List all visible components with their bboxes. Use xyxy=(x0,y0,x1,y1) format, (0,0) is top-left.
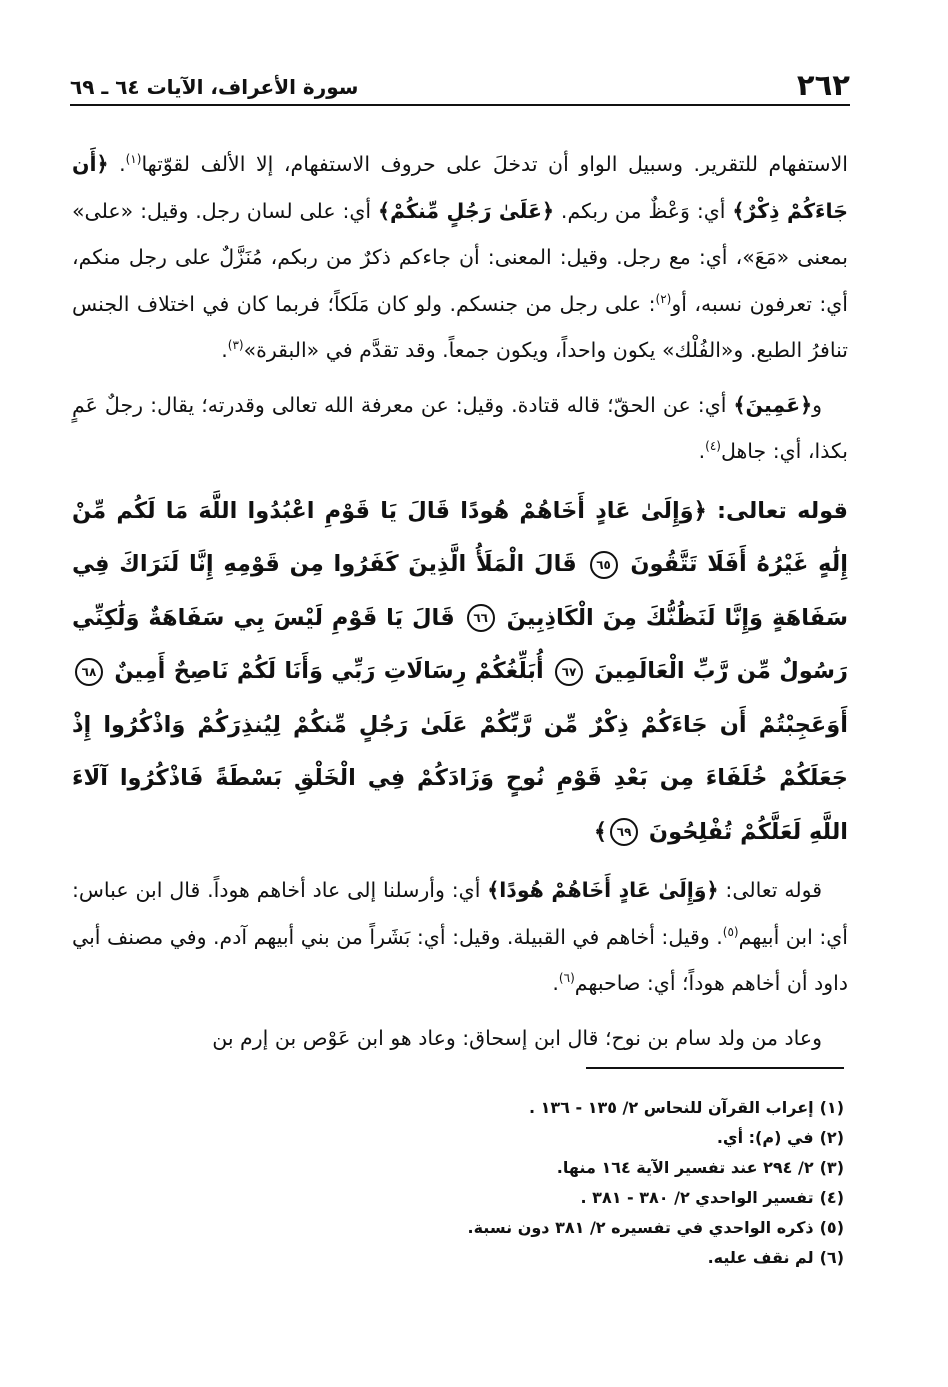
text-run: أي: وَعْظٌ من ربكم. xyxy=(554,198,733,223)
quran-quote: ﴿وَإِلَىٰ عَادٍ أَخَاهُمْ هُودًا﴾ xyxy=(487,878,719,902)
footnote-text: تفسير الواحدي ٢/ ٣٨٠ - ٣٨١ . xyxy=(580,1188,814,1207)
footnote-number: (١) xyxy=(819,1098,844,1117)
footnote xyxy=(164,1243,844,1273)
text-run: وعاد من ولد سام بن نوح؛ قال ابن إسحاق: وعاد هو ابن عَوْص بن إرم بن xyxy=(212,1025,822,1050)
quran-quote: ﴿عَلَىٰ رَجُلٍ مِّنكُمْ﴾ xyxy=(377,198,555,223)
footnote-number: (٢) xyxy=(819,1128,844,1147)
footnote-text: ٢/ ٢٩٤ عند تفسير الآية ١٦٤ منها. xyxy=(556,1158,814,1177)
footnote-divider xyxy=(586,1067,844,1069)
text-run: . xyxy=(108,152,126,176)
text-run: و xyxy=(812,392,822,417)
running-header xyxy=(70,62,850,106)
verse-65: وَإِلَىٰ عَادٍ أَخَاهُمْ هُودًا قَالَ يَا قَوْمِ اعْبُدُوا اللَّهَ مَا لَكُم مِّنْ إِلَٰهٍ غَيْرُهُ أَفَلَا تَتَّقُونَ xyxy=(72,497,848,577)
text-run: . xyxy=(552,971,559,995)
paragraph-aad xyxy=(72,1015,848,1062)
ornate-bracket-close: ﴾ xyxy=(593,818,608,845)
text-run: . xyxy=(698,439,706,463)
footnote-ref: (١) xyxy=(125,152,142,167)
text-run: : على رجل من جنسكم. ولو كان مَلَكاً؛ فربما كان في اختلاف الجنس تنافرُ الطبع. و«الفُلْك» يكون واحداً، ويكون جمعاً. وقد تقدَّم في «البقرة» xyxy=(72,291,848,362)
verse-66: قَالَ الْمَلَأُ الَّذِينَ كَفَرُوا مِن قَوْمِهِ إِنَّا لَنَرَاكَ فِي سَفَاهَةٍ وَإِنَّا لَنَظُنُّكَ مِنَ الْكَاذِبِينَ xyxy=(72,551,848,631)
paragraph-amin xyxy=(72,382,848,475)
verse-69: أَوَعَجِبْتُمْ أَن جَاءَكُمْ ذِكْرٌ مِّن رَّبِّكُمْ عَلَىٰ رَجُلٍ مِّنكُمْ لِيُنذِرَكُمْ وَاذْكُرُوا إِذْ جَعَلَكُمْ خُلَفَاءَ مِن بَعْدِ قَوْمِ نُوحٍ وَزَادَكُمْ فِي الْخَلْقِ بَسْطَةً فَاذْكُرُوا آلَاءَ اللَّهِ لَعَلَّكُمْ تُفْلِحُونَ xyxy=(72,711,848,845)
text-run: أي: عن الحقّ؛ قاله قتادة. وقيل: عن معرفة الله تعالى وقدرته؛ يقال: رجلٌ عَمٍ بكذا، أي: جاهل xyxy=(72,392,848,463)
paragraph-hud xyxy=(72,867,848,1007)
footnote xyxy=(164,1153,844,1183)
footnote xyxy=(164,1123,844,1153)
footnote-ref: (٦) xyxy=(558,971,575,986)
footnote-ref: (٣) xyxy=(227,338,244,353)
text-run: أي: على لسان رجل. وقيل: «على» بمعنى «مَعَ»، أي: مع رجل. وقيل: المعنى: أن جاءكم ذكرٌ من ربكم، مُنَزَّلٌ على رجل منكم، أي: تعرفون نسبه، أو xyxy=(72,198,848,316)
footnote xyxy=(164,1213,844,1243)
footnote-text: في (م): أي. xyxy=(716,1128,814,1147)
ornate-bracket-open: ﴿ xyxy=(693,497,707,524)
verse-67: قَالَ يَا قَوْمِ لَيْسَ بِي سَفَاهَةٌ وَلَٰكِنِّي رَسُولٌ مِّن رَّبِّ الْعَالَمِينَ xyxy=(72,604,848,684)
footnotes-list xyxy=(164,1093,844,1273)
surah-title: سورة الأعراف، الآيات ٦٤ ـ ٦٩ xyxy=(70,75,359,99)
footnote xyxy=(164,1183,844,1213)
verse-68: أُبَلِّغُكُمْ رِسَالَاتِ رَبِّي وَأَنَا لَكُمْ نَاصِحٌ أَمِينٌ xyxy=(114,658,544,684)
paragraph-istifham xyxy=(72,141,848,374)
page-number: ٢٦٢ xyxy=(796,68,850,102)
verse-number-icon: ٦٦ xyxy=(467,604,495,632)
verse-number-icon: ٦٧ xyxy=(555,658,583,686)
verse-number-icon: ٦٥ xyxy=(590,551,618,579)
footnote-text: إعراب القرآن للنحاس ٢/ ١٣٥ - ١٣٦ . xyxy=(528,1098,814,1117)
footnote-number: (٤) xyxy=(819,1188,844,1207)
footnote-text: ذكره الواحدي في تفسيره ٢/ ٣٨١ دون نسبة. xyxy=(467,1218,814,1237)
footnote-number: (٣) xyxy=(819,1158,844,1177)
main-text xyxy=(72,141,848,1061)
footnote-number: (٦) xyxy=(819,1248,844,1267)
verse-intro: قوله تعالى: xyxy=(706,497,848,524)
verses-block xyxy=(72,485,848,860)
text-run: أي: وأرسلنا إلى عاد أخاهم هوداً. قال ابن عباس: أي: ابن أبيهم xyxy=(72,878,848,949)
text-run: . وقيل: أخاهم في القبيلة. وقيل: أي: بَشَراً من بني أبيهم آدم. وفي مصنف أبي داود أن أخاهم هوداً؛ أي: صاحبهم xyxy=(72,924,848,995)
text-run: قوله تعالى: xyxy=(718,878,822,902)
footnote-ref: (٥) xyxy=(722,924,739,939)
quran-quote: ﴿أَن جَاءَكُمْ ذِكْرٌ﴾ xyxy=(72,152,848,223)
text-run: . xyxy=(221,338,228,362)
footnote xyxy=(164,1093,844,1123)
text-run: الاستفهام للتقرير. وسبيل الواو أن تدخلَ على حروف الاستفهام، إلا الألف لقوّتها xyxy=(141,152,848,176)
footnote-number: (٥) xyxy=(819,1218,844,1237)
quran-quote: ﴿عَمِينَ﴾ xyxy=(733,392,813,417)
verse-number-icon: ٦٨ xyxy=(75,658,103,686)
verse-number-icon: ٦٩ xyxy=(610,818,638,846)
footnote-ref: (٢) xyxy=(655,291,672,306)
footnote-ref: (٤) xyxy=(705,439,721,454)
footnote-text: لم نقف عليه. xyxy=(707,1248,814,1267)
